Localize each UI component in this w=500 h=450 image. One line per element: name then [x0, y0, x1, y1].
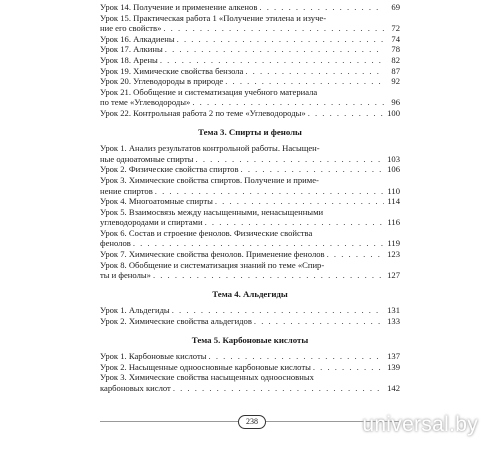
- toc-entry-text: по теме «Углеводороды»: [100, 97, 191, 108]
- toc-entry-text: Урок 3. Химические свойства спиртов. Получение и приме-: [100, 174, 319, 185]
- toc-entry-text: Урок 5. Взаимосвязь между насыщенными, ненасыщенными: [100, 206, 324, 217]
- toc-entry-text: ние его свойств»: [100, 23, 162, 34]
- toc-entry-line: [100, 154, 400, 165]
- toc-entry: [100, 55, 400, 66]
- toc-entry-line: [100, 34, 400, 45]
- toc-entry-line: [100, 55, 400, 66]
- dot-leader: [172, 305, 384, 316]
- toc-entry-line: [100, 164, 400, 175]
- toc-page-number: 69: [391, 2, 400, 12]
- toc-entry: [100, 249, 400, 260]
- toc-page-number: 82: [391, 54, 400, 65]
- toc-entry-text: Урок 18. Арены: [100, 54, 158, 65]
- toc-entry: [100, 76, 400, 87]
- toc-entry: [100, 372, 400, 393]
- toc-entry-line: [100, 238, 400, 249]
- toc-page-number: 87: [391, 65, 400, 76]
- toc-entry-text: Урок 21. Обобщение и систематизация учебного материала: [100, 86, 318, 97]
- toc-entry: [100, 66, 400, 77]
- table-of-contents: [100, 2, 400, 394]
- toc-entry: [100, 164, 400, 175]
- dot-leader: [225, 76, 384, 87]
- dot-leader: [245, 66, 384, 77]
- toc-entry-line: [100, 76, 400, 87]
- toc-page-number: 114: [387, 196, 400, 207]
- toc-entry-line: [100, 2, 400, 13]
- toc-entry-text: Урок 15. Практическая работа 1 «Получение этилена и изуче-: [100, 12, 327, 23]
- dot-leader: [241, 164, 384, 175]
- toc-entry-text: Урок 17. Алкины: [100, 44, 163, 55]
- toc-entry-line: [100, 362, 400, 373]
- toc-entry-text: ты и фенолы»: [100, 270, 151, 281]
- toc-page-number: 74: [391, 33, 400, 44]
- toc-entry-line: [100, 305, 400, 316]
- dot-leader: [254, 316, 384, 327]
- toc-page-number: 131: [387, 305, 400, 316]
- toc-page-number: 116: [387, 217, 400, 228]
- toc-entry-text: Урок 1. Карбоновые кислоты: [100, 351, 207, 362]
- toc-page-number: 133: [387, 316, 400, 327]
- toc-page-number: 123: [387, 249, 400, 260]
- theme-4-title: Тема 4. Альдегиды: [212, 288, 288, 299]
- toc-entry-text: Урок 20. Углеводороды в природе: [100, 76, 224, 87]
- toc-entry-text: Урок 2. Химические свойства альдегидов: [100, 316, 252, 327]
- toc-entry-text: Урок 2. Насыщенные одноосновные карбоновые кислоты: [100, 361, 311, 372]
- dot-leader: [308, 108, 384, 119]
- dot-leader: [163, 23, 384, 34]
- toc-page-number: 103: [387, 153, 400, 164]
- toc-page-number: 72: [391, 23, 400, 34]
- toc-section-hydrocarbons: [100, 2, 400, 119]
- dot-leader: [313, 362, 384, 373]
- dot-leader: [177, 34, 384, 45]
- dot-leader: [165, 44, 384, 55]
- toc-entry-text: Урок 2. Физические свойства спиртов: [100, 164, 239, 175]
- toc-entry-line: [100, 186, 400, 197]
- toc-entry-line: [100, 108, 400, 119]
- toc-section-carboxylic-acids: [100, 351, 400, 393]
- dot-leader: [173, 383, 384, 394]
- dot-leader: [205, 217, 384, 228]
- toc-entry-line: [100, 44, 400, 55]
- toc-entry-text: Урок 6. Состав и строение фенолов. Физические свойства: [100, 227, 313, 238]
- toc-entry-text: углеводородами и спиртами: [100, 217, 203, 228]
- toc-entry-line: [100, 270, 400, 281]
- watermark-logo: universal.by: [362, 413, 478, 436]
- toc-entry: [100, 228, 400, 249]
- toc-page-number: 100: [387, 107, 400, 118]
- toc-entry-text: Урок 4. Многоатомные спирты: [100, 196, 213, 207]
- theme-5-title: Тема 5. Карбоновые кислоты: [191, 334, 309, 345]
- toc-page-number: 96: [391, 97, 400, 108]
- toc-entry-text: Урок 1. Альдегиды: [100, 305, 170, 316]
- toc-entry-text: Урок 16. Алкадиены: [100, 33, 175, 44]
- toc-entry: [100, 2, 400, 13]
- toc-entry-text: Урок 8. Обобщение и систематизация знаний по теме «Спир-: [100, 259, 325, 270]
- toc-entry-line: [100, 23, 400, 34]
- toc-entry-text: Урок 7. Химические свойства фенолов. Применение фенолов: [100, 249, 325, 260]
- toc-entry-line: [100, 196, 400, 207]
- toc-entry-text: Урок 14. Получение и применение алкенов: [100, 2, 258, 12]
- toc-entry-line: [100, 383, 400, 394]
- toc-entry: [100, 87, 400, 108]
- dot-leader: [160, 55, 384, 66]
- theme-3-title: Тема 3. Спирты и фенолы: [198, 126, 302, 137]
- toc-page-number: 127: [387, 270, 400, 281]
- toc-page-number: 92: [391, 76, 400, 87]
- toc-entry-line: [100, 217, 400, 228]
- toc-page-number: 78: [391, 44, 400, 55]
- toc-entry-text: фенолов: [100, 238, 131, 249]
- dot-leader: [192, 97, 384, 108]
- toc-entry: [100, 305, 400, 316]
- toc-entry: [100, 34, 400, 45]
- toc-entry: [100, 108, 400, 119]
- dot-leader: [209, 351, 384, 362]
- toc-entry: [100, 207, 400, 228]
- toc-entry-text: Урок 3. Химические свойства насыщенных одноосновных: [100, 372, 314, 383]
- page-number: 238: [238, 415, 266, 429]
- toc-entry-line: [100, 66, 400, 77]
- dot-leader: [327, 249, 384, 260]
- toc-entry-text: нение спиртов: [100, 185, 153, 196]
- toc-page-number: 106: [387, 164, 400, 175]
- toc-page-number: 139: [387, 361, 400, 372]
- toc-entry-text: Урок 22. Контрольная работа 2 по теме «Углеводороды»: [100, 107, 306, 118]
- toc-entry: [100, 44, 400, 55]
- toc-entry: [100, 196, 400, 207]
- toc-entry-text: карбоновых кислот: [100, 383, 171, 393]
- toc-entry-text: Урок 1. Анализ результатов контрольной работы. Насыщен-: [100, 143, 320, 154]
- toc-page-number: 119: [387, 238, 400, 249]
- dot-leader: [259, 2, 384, 13]
- toc-entry: [100, 143, 400, 164]
- toc-entry-line: [100, 249, 400, 260]
- dot-leader: [155, 186, 384, 197]
- toc-entry-line: [100, 316, 400, 327]
- toc-entry: [100, 351, 400, 362]
- toc-section-alcohols: [100, 143, 400, 281]
- toc-entry: [100, 13, 400, 34]
- toc-section-aldehydes: [100, 305, 400, 326]
- toc-entry-line: [100, 97, 400, 108]
- toc-page-number: 137: [387, 351, 400, 362]
- toc-entry-text: Урок 19. Химические свойства бензола: [100, 65, 244, 76]
- toc-entry-text: ные одноатомные спирты: [100, 153, 194, 164]
- dot-leader: [196, 154, 384, 165]
- toc-page-number: 142: [387, 383, 400, 393]
- dot-leader: [215, 196, 384, 207]
- dot-leader: [153, 270, 384, 281]
- toc-entry: [100, 316, 400, 327]
- toc-entry-line: [100, 351, 400, 362]
- toc-page-number: 110: [387, 185, 400, 196]
- toc-entry: [100, 362, 400, 373]
- toc-entry: [100, 175, 400, 196]
- dot-leader: [133, 238, 384, 249]
- toc-entry: [100, 260, 400, 281]
